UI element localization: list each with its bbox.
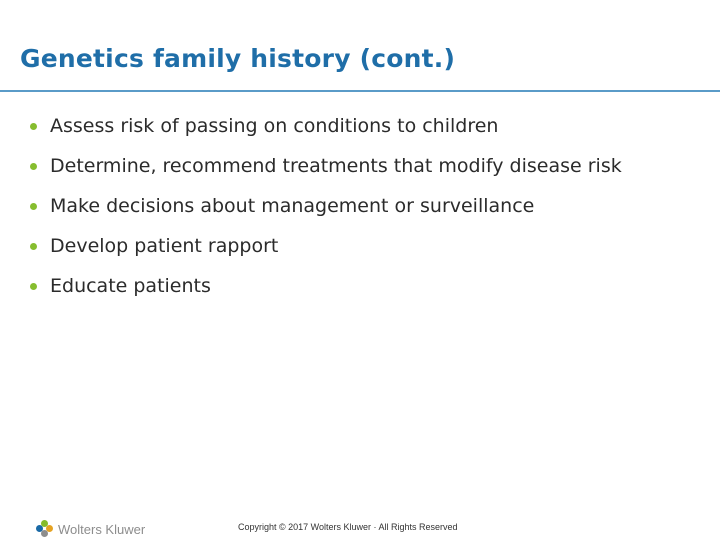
- bullet-list: [28, 116, 688, 297]
- wolters-kluwer-logo: [36, 519, 145, 539]
- bullet-text: Develop patient rapport: [50, 235, 279, 257]
- bullet-dot-icon: [30, 123, 37, 130]
- bullet-dot-icon: [30, 283, 37, 290]
- copyright-notice: Copyright © 2017 Wolters Kluwer · All Rights Reserved: [238, 522, 458, 532]
- bullet-text: Make decisions about management or surveillance: [50, 195, 535, 217]
- bullet-item: [28, 196, 688, 217]
- bullet-text: Educate patients: [50, 275, 211, 297]
- bullet-dot-icon: [30, 203, 37, 210]
- bullet-text: Determine, recommend treatments that modify disease risk: [50, 155, 622, 177]
- bullet-item: [28, 276, 688, 297]
- bullet-dot-icon: [30, 243, 37, 250]
- slide-title: Genetics family history (cont.): [20, 44, 456, 73]
- logo-text: Wolters Kluwer: [58, 521, 146, 537]
- bullet-text: Assess risk of passing on conditions to children: [50, 115, 499, 137]
- bullet-item: [28, 116, 688, 137]
- title-divider: [0, 90, 720, 92]
- bullet-item: [28, 236, 688, 257]
- bullet-item: [28, 156, 688, 177]
- logo-mark-icon: [36, 520, 54, 538]
- bullet-dot-icon: [30, 163, 37, 170]
